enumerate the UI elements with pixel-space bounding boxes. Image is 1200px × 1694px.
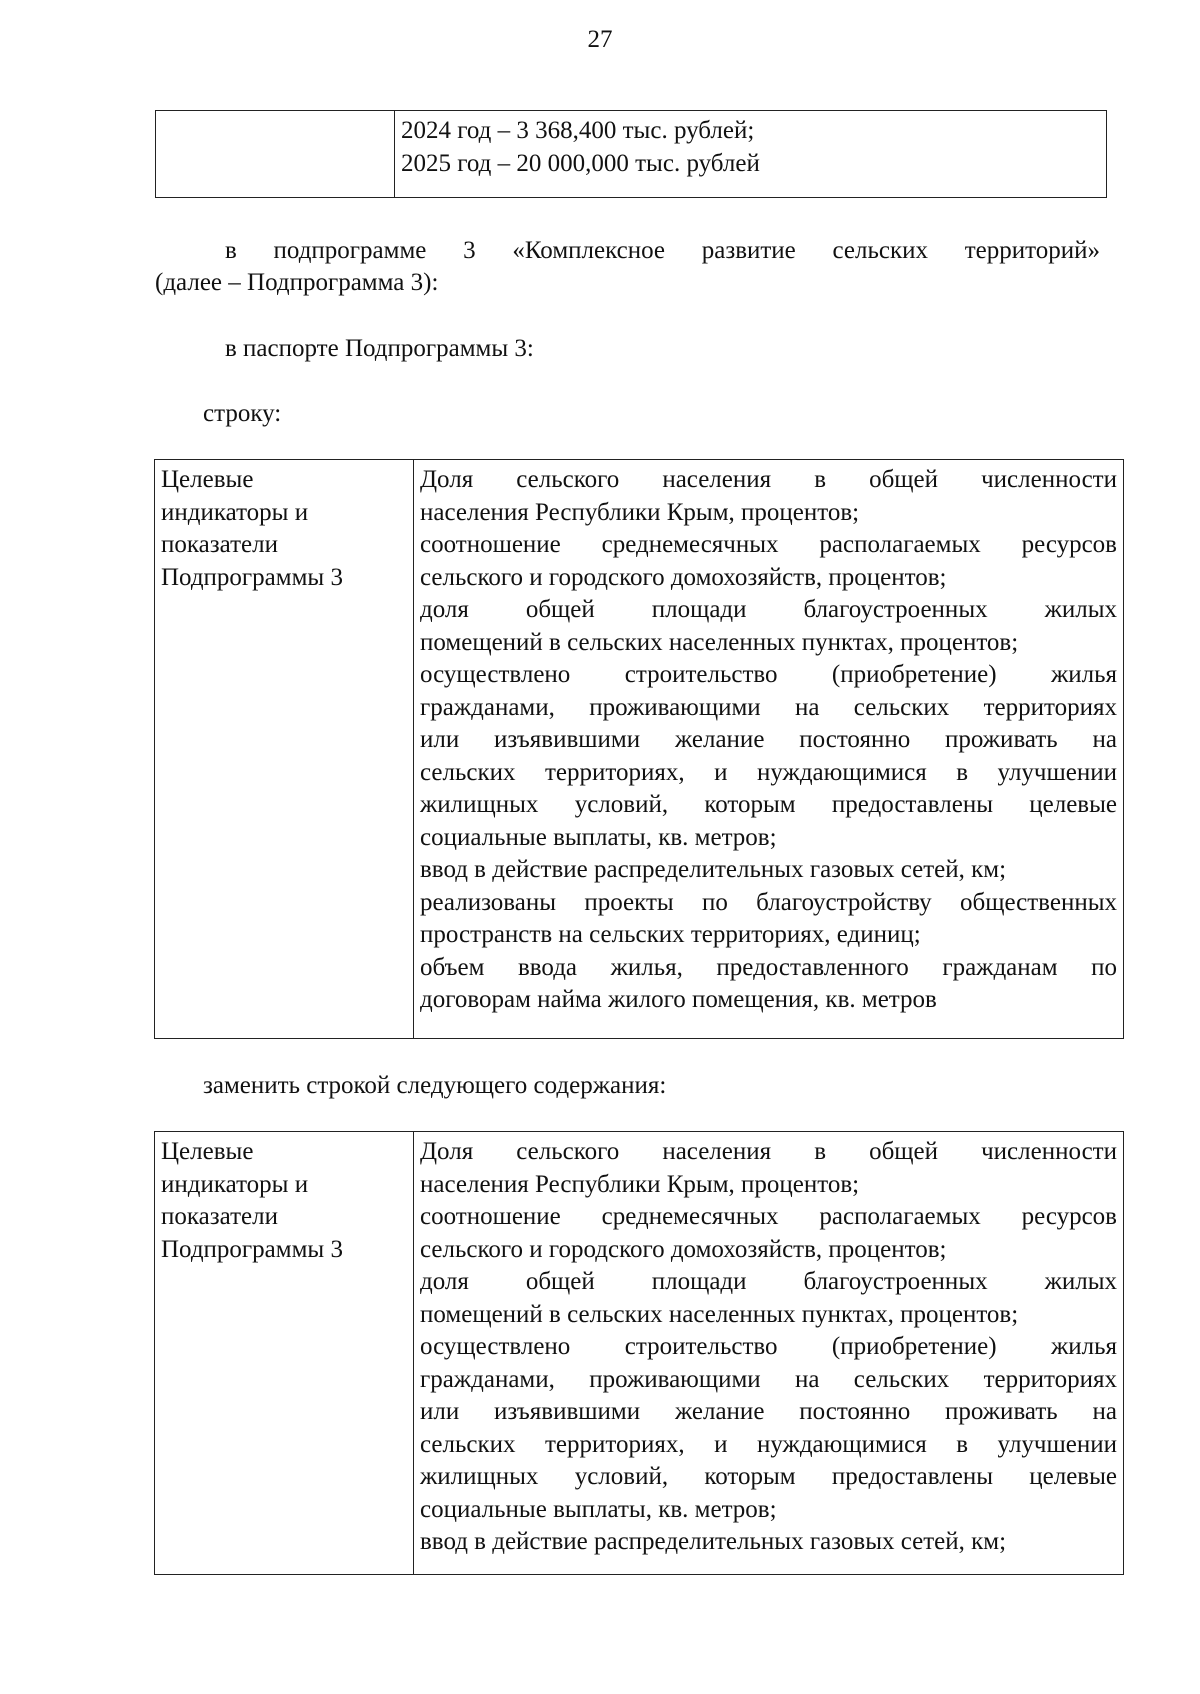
- right-line: социальные выплаты, кв. метров;: [420, 823, 777, 851]
- right-line: осуществлено строительство (приобретение) жилья: [420, 661, 1117, 688]
- left-line: Целевые: [161, 1138, 254, 1165]
- right-line: Доля сельского населения в общей численности: [420, 466, 1117, 493]
- right-line: сельского и городского домохозяйств, процентов;: [420, 563, 947, 591]
- funding-line-2024: 2024 год – 3 368,400 тыс. рублей;: [401, 117, 755, 144]
- right-line: населения Республики Крым, процентов;: [420, 498, 860, 526]
- old-left-cell: [155, 460, 414, 1039]
- row-label: строку:: [203, 400, 282, 427]
- right-line: социальные выплаты, кв. метров;: [420, 1495, 777, 1523]
- right-line: гражданами, проживающими на сельских территориях: [420, 1365, 1117, 1393]
- right-line: помещений в сельских населенных пунктах, процентов;: [420, 1300, 1019, 1328]
- table-row: [156, 111, 1107, 198]
- right-line: сельского и городского домохозяйств, процентов;: [420, 1235, 947, 1263]
- old-indicators-table: [154, 459, 1124, 1039]
- right-line: осуществлено строительство (приобретение) жилья: [420, 1333, 1117, 1360]
- left-line: показатели: [161, 1203, 278, 1230]
- right-line: Доля сельского населения в общей численности: [420, 1138, 1117, 1165]
- right-line: ввод в действие распределительных газовых сетей, км;: [420, 856, 1007, 883]
- new-left-cell: [155, 1132, 414, 1575]
- left-line: Подпрограммы 3: [161, 1235, 343, 1263]
- right-line: сельских территориях, и нуждающимися в улучшении: [420, 758, 1117, 786]
- left-line: Подпрограммы 3: [161, 563, 343, 591]
- empty-left-cell: [156, 111, 395, 198]
- left-line: показатели: [161, 531, 278, 558]
- right-line: объем ввода жилья, предоставленного гражданам по: [420, 953, 1117, 981]
- right-line: ввод в действие распределительных газовых сетей, км;: [420, 1528, 1007, 1555]
- intro-line-1: в подпрограмме 3 «Комплексное развитие сельских территорий»: [225, 237, 1100, 264]
- funding-continuation-table: [155, 110, 1107, 198]
- passport-paragraph: в паспорте Подпрограммы 3:: [225, 335, 534, 362]
- table-row: [155, 1132, 1124, 1575]
- table-row: [155, 460, 1124, 1039]
- right-line: доля общей площади благоустроенных жилых: [420, 1268, 1117, 1295]
- replace-label: заменить строкой следующего содержания:: [203, 1072, 667, 1099]
- right-line: реализованы проекты по благоустройству общественных: [420, 888, 1117, 916]
- intro-paragraph: [155, 235, 1100, 299]
- right-line: договорам найма жилого помещения, кв. метров: [420, 986, 937, 1013]
- left-line: Целевые: [161, 466, 254, 493]
- right-line: или изъявившими желание постоянно проживать на: [420, 726, 1117, 753]
- new-right-cell: [414, 1132, 1124, 1575]
- right-line: сельских территориях, и нуждающимися в улучшении: [420, 1430, 1117, 1458]
- intro-line-2: (далее – Подпрограмма 3):: [155, 269, 439, 296]
- right-line: помещений в сельских населенных пунктах, процентов;: [420, 628, 1019, 656]
- right-line: населения Республики Крым, процентов;: [420, 1170, 860, 1198]
- right-line: соотношение среднемесячных располагаемых ресурсов: [420, 531, 1117, 558]
- right-line: доля общей площади благоустроенных жилых: [420, 596, 1117, 623]
- new-indicators-table: [154, 1131, 1124, 1575]
- right-line: пространств на сельских территориях, единиц;: [420, 921, 921, 948]
- funding-line-2025: 2025 год – 20 000,000 тыс. рублей: [401, 149, 760, 177]
- old-right-cell: [414, 460, 1124, 1039]
- funding-cell: [395, 111, 1107, 198]
- left-line: индикаторы и: [161, 1170, 309, 1198]
- right-line: гражданами, проживающими на сельских территориях: [420, 693, 1117, 721]
- page-number: 27: [587, 26, 613, 53]
- right-line: жилищных условий, которым предоставлены целевые: [420, 1463, 1117, 1490]
- right-line: жилищных условий, которым предоставлены целевые: [420, 791, 1117, 818]
- right-line: или изъявившими желание постоянно проживать на: [420, 1398, 1117, 1425]
- left-line: индикаторы и: [161, 498, 309, 526]
- right-line: соотношение среднемесячных располагаемых ресурсов: [420, 1203, 1117, 1230]
